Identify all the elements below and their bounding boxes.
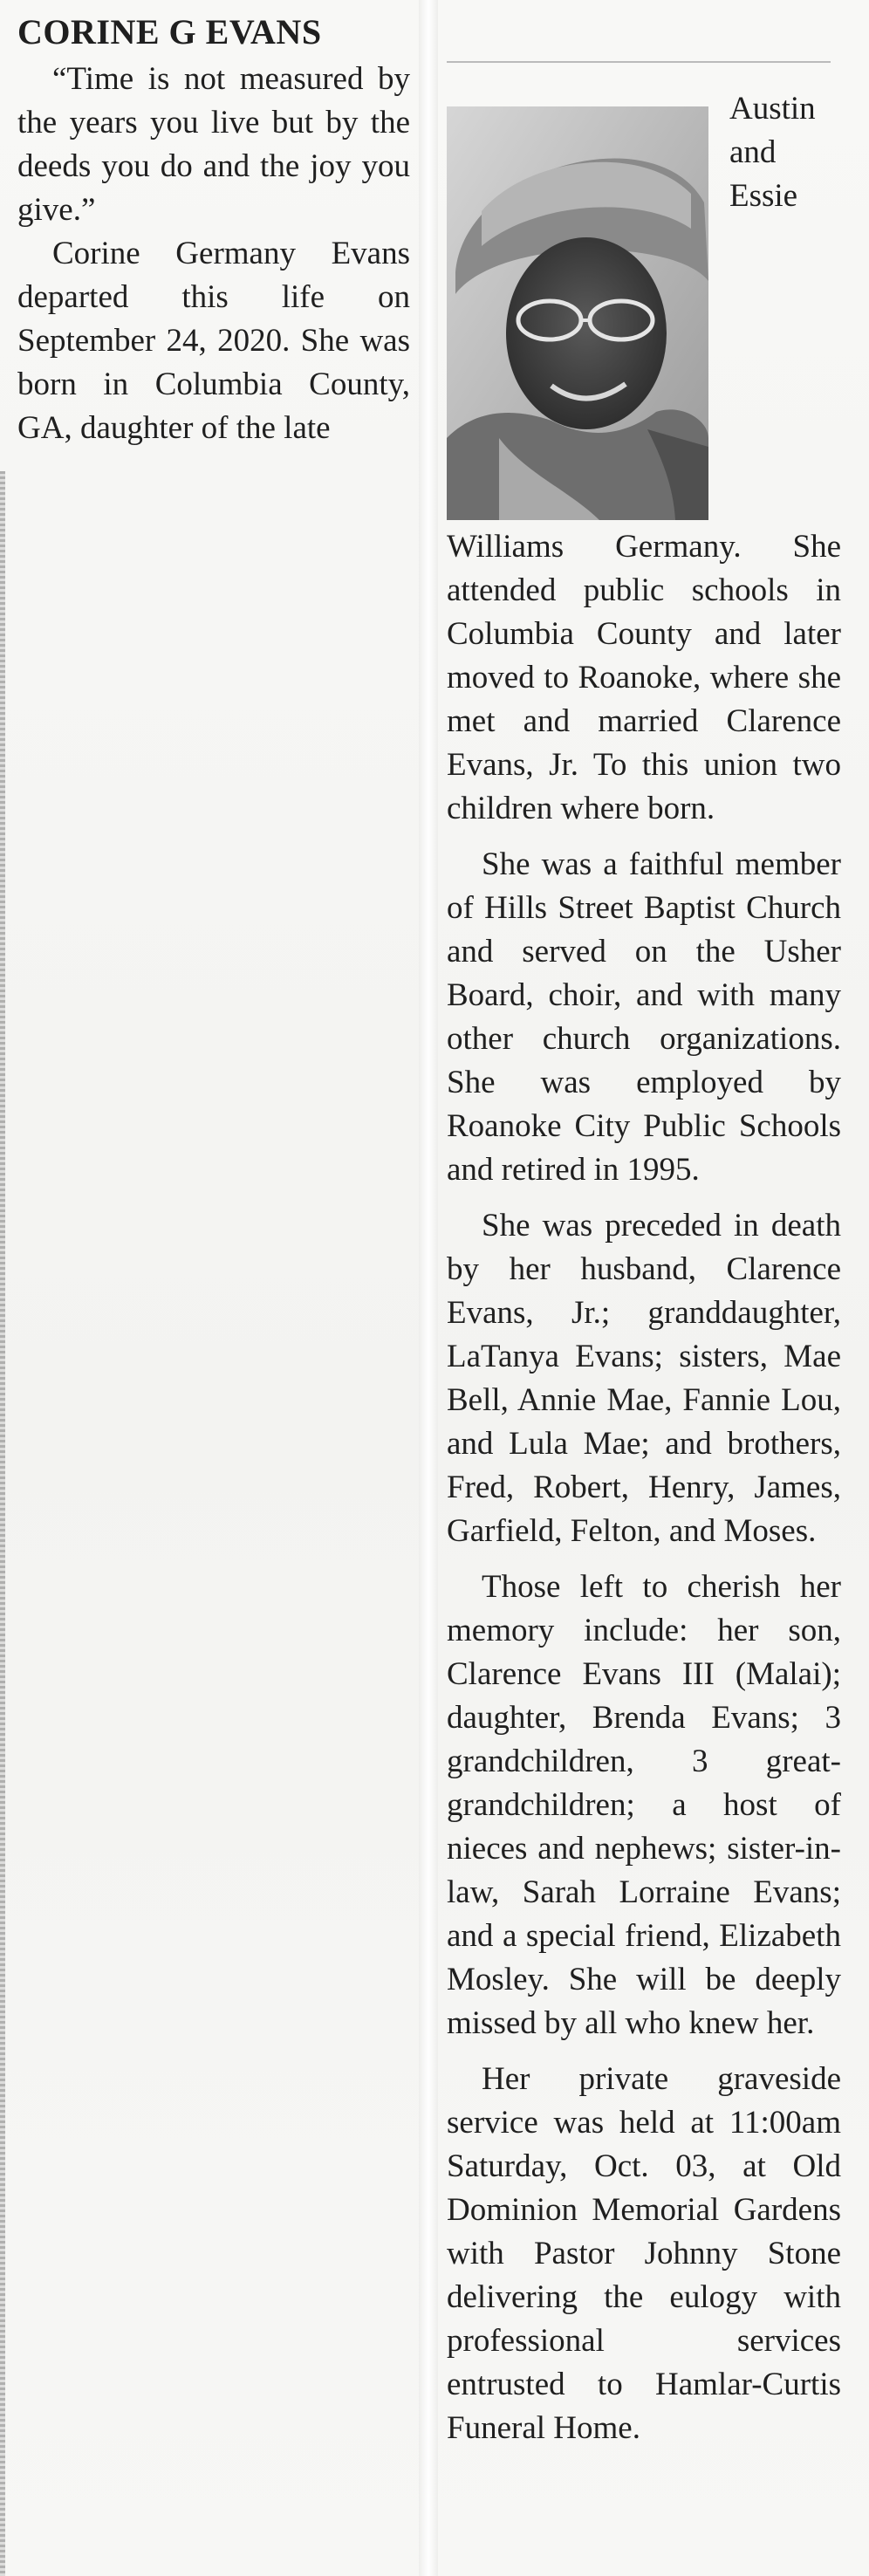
- column-top-rule: [447, 61, 831, 63]
- obituary-left-column: [17, 12, 410, 450]
- obituary-paragraph-5: Her private graveside service was held at 11:00am Saturday, Oct. 03, at Old Dominion Memorial Gardens with Pastor Johnny Stone delivering the eulogy with professional services entrusted to Hamlar-Curtis Funeral Home.: [447, 2061, 841, 2446]
- portrait-photo: [447, 106, 708, 520]
- obituary-quote: “Time is not measured by the years you live but by the deeds you do and the joy you give.”: [17, 61, 410, 228]
- obituary-paragraph-2: She was a faithful member of Hills Street Baptist Church and served on the Usher Board, choir, and with many other church organizations. She was employed by Roanoke City Public Schools and retired in 1995.: [447, 846, 841, 1188]
- obituary-right-column: [447, 87, 841, 2463]
- obituary-paragraph-3: She was preceded in death by her husband, Clarence Evans, Jr.; granddaughter, LaTanya Evans; sisters, Mae Bell, Annie Mae, Fannie Lou, and Lula Mae; and brothers, Fred, Robert, Henry, James, Garfield, Felton, and Moses.: [447, 1208, 841, 1549]
- obituary-paragraph-4: Those left to cherish her memory include: her son, Clarence Evans III (Malai); daughter, Brenda Evans; 3 grandchildren, 3 great-grandchildren; a host of nieces and nephews; sister-in-law, Sarah Lorraine Evans; and a special friend, Elizabeth Mosley. She will be deeply missed by all who knew her.: [447, 1569, 841, 2041]
- column-gutter: [419, 0, 438, 2576]
- obituary-intro-paragraph: Corine Germany Evans departed this life on September 24, 2020. She was born in Columbia County, GA, daughter of the late: [17, 236, 410, 446]
- obituary-paragraph-1: Austin and Essie Williams Germany. She attended public schools in Columbia County and later moved to Roanoke, where she met and married Clarence Evans, Jr. To this union two children where born.: [447, 91, 841, 826]
- adjacent-column-edge: [0, 471, 5, 2576]
- obituary-name: CORINE G EVANS: [17, 12, 322, 51]
